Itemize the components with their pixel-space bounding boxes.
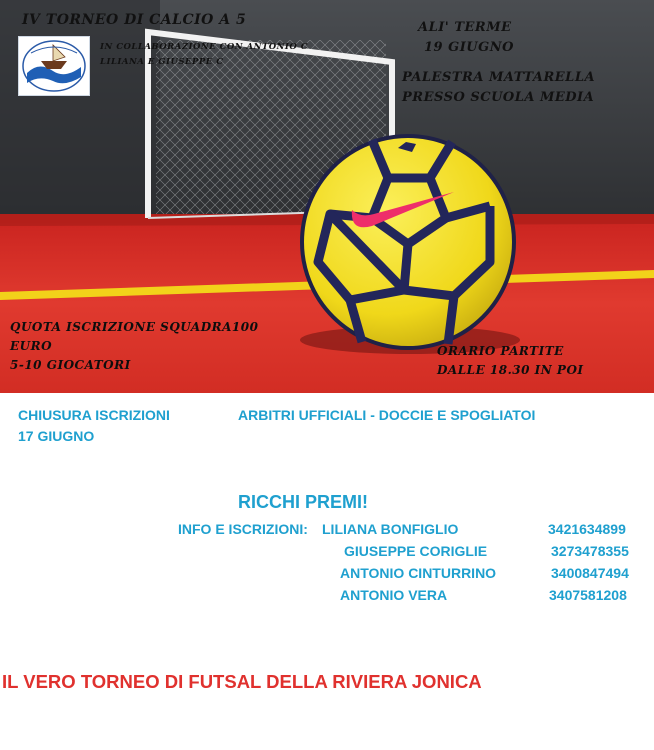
collaboration-line-2: LILIANA E GIUSEPPE C — [100, 57, 224, 67]
deadline-label: CHIUSURA ISCRIZIONI — [18, 407, 170, 423]
place-text: ALI' TERME — [418, 20, 512, 35]
tournament-title: IV TORNEO DI CALCIO A 5 — [22, 12, 247, 28]
contact-phone: 3273478355 — [551, 543, 629, 559]
boat-wave-logo-icon — [18, 36, 90, 96]
match-time-line-2: DALLE 18.30 IN POI — [437, 363, 584, 377]
players-text: 5-10 GIOCATORI — [10, 358, 131, 372]
match-time-line-1: ORARIO PARTITE — [437, 344, 564, 358]
contact-name: LILIANA BONFIGLIO — [322, 521, 459, 537]
fee-line-2: EURO — [10, 339, 53, 353]
info-label: INFO E ISCRIZIONI: — [178, 521, 308, 537]
contact-phone: 3400847494 — [551, 565, 629, 581]
venue-line-1: PALESTRA MATTARELLA — [402, 70, 596, 85]
venue-text — [402, 68, 595, 108]
fee-text — [10, 318, 258, 375]
contact-name: ANTONIO VERA — [340, 587, 448, 603]
fee-line-1: QUOTA ISCRIZIONE SQUADRA100 — [10, 320, 259, 334]
venue-line-2: PRESSO SCUOLA MEDIA — [402, 90, 595, 105]
soccer-ball-icon — [302, 136, 514, 348]
prizes-heading: RICCHI PREMI! — [238, 492, 368, 512]
collaboration-line-1: IN COLLABORAZIONE CON ANTONIO C — [100, 42, 308, 52]
date-text: 19 GIUGNO — [424, 40, 514, 55]
footer-tagline: IL VERO TORNEO DI FUTSAL DELLA RIVIERA JONICA — [2, 671, 482, 692]
place-date — [418, 18, 514, 58]
match-time-text — [437, 342, 584, 380]
contact-name: ANTONIO CINTURRINO — [340, 565, 497, 581]
referees-facilities-text: ARBITRI UFFICIALI - DOCCIE E SPOGLIATOI — [238, 407, 536, 423]
collaboration-text — [100, 40, 308, 70]
contact-name: GIUSEPPE CORIGLIE — [344, 543, 488, 559]
contact-phone: 3407581208 — [549, 587, 627, 603]
deadline-date: 17 GIUGNO — [18, 428, 95, 444]
registration-deadline — [18, 405, 170, 447]
contact-phone: 3421634899 — [548, 521, 626, 537]
